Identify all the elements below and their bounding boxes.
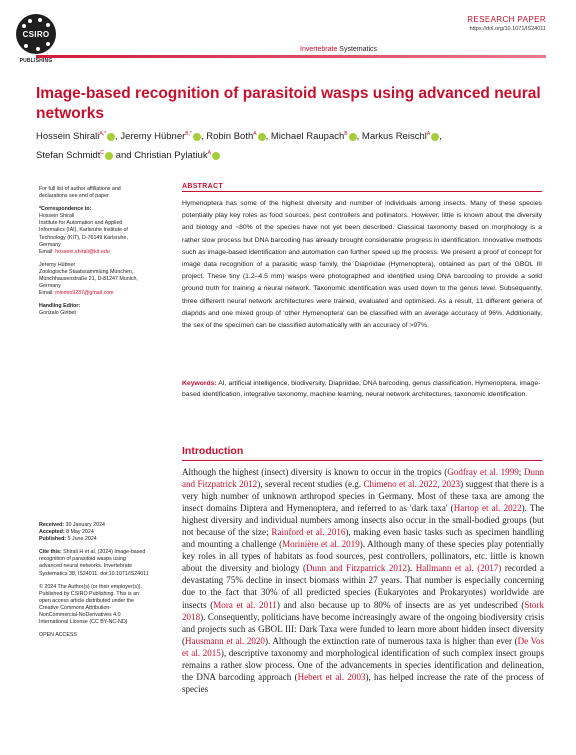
csiro-logo-mark <box>16 14 56 54</box>
open-access-label: OPEN ACCESS <box>39 632 77 639</box>
article-meta <box>467 15 546 32</box>
citation-link[interactable]: Dunn and Fitzpatrick 2012 <box>182 467 545 490</box>
orcid-icon[interactable] <box>258 133 266 141</box>
doi-link[interactable]: https://doi.org/10.1071/IS24011 <box>469 26 546 32</box>
copyright: © 2024 The Author(s) (or their employer(s)). Published by CSIRO Publishing. This is an open access article distributed under the Creative Commons Attribution-NonCommercial-NoDerivatives 4.0 International License (CC BY-NC-ND) <box>39 583 143 626</box>
body-text: ) suggest that there is a very high number of unknown arthropod species in Germany. Most of these taxa are among the insect domains Diptera and Hymenoptera, and referred to as 'dark taxa' ( <box>182 479 544 514</box>
abstract-divider <box>182 191 542 192</box>
abstract-heading: ABSTRACT <box>182 183 223 190</box>
author-name[interactable]: Christian Pylatiuk <box>134 150 208 162</box>
orcid-icon[interactable] <box>431 133 439 141</box>
orcid-icon[interactable] <box>193 133 201 141</box>
citation-link[interactable]: Hausmann et al. 2020 <box>185 635 265 646</box>
email-link[interactable]: miomio9237@gmail.com <box>55 290 114 297</box>
citation-link[interactable]: Hallmann et al. (2017) <box>415 563 502 574</box>
article-type: RESEARCH PAPER <box>467 15 546 24</box>
affiliation-marker: B <box>344 131 348 137</box>
author-name[interactable]: Jeremy Hübner <box>120 131 186 143</box>
orcid-icon[interactable] <box>212 152 220 160</box>
publisher-label: PUBLISHING <box>19 58 53 64</box>
orcid-icon[interactable] <box>107 133 115 141</box>
author-list <box>36 126 536 164</box>
body-text: ), several recent studies (e.g. <box>257 479 364 490</box>
correspondence-block: *Correspondence to: Hossein Shirali Institute for Automation and Applied Informatics (IAI), Karlsruhe Institute of Technology (KIT), D-76149 Karlsruhe, Germany Email: hossein.shirali@kit.edu <box>39 206 128 255</box>
body-text: ). Consequently, politicians have become increasingly aware of the ongoing biodiversity crisis and projects such as GBOL III: Dark Taxa were funded to learn more about hidden insect diversity ( <box>182 611 544 646</box>
body-text: ), making even basic tasks such as specimen handling and mounting a challenge ( <box>182 527 544 550</box>
sidebar-dates <box>39 522 149 645</box>
introduction-body <box>182 466 544 695</box>
paper-title: Image-based recognition of parasitoid wasps using advanced neural networks <box>36 85 541 122</box>
keywords: Keywords: AI, artificial intelligence, biodiversity, Diapriidae, DNA barcoding, genus classification, Hymenoptera, image-based identification, integrative taxonomy, machine learning, neural network architectures, taxonomic identification. <box>182 380 541 398</box>
affiliation-marker: B,* <box>185 131 192 137</box>
body-text: ). <box>406 563 416 574</box>
csiro-logo-text: CSIRO <box>22 30 50 39</box>
body-text: ; <box>518 467 524 477</box>
author-name[interactable]: Michael Raupach <box>270 131 345 143</box>
citation-link[interactable]: Rainford et al. 2016 <box>271 527 346 538</box>
dates-block: Received: 30 January 2024 Accepted: 8 May 2024 Published: 5 June 2024 <box>39 522 105 543</box>
author-name[interactable]: Markus Reischl <box>361 131 427 143</box>
affiliation-marker: A <box>253 131 257 137</box>
body-text: ). Although many of these species play potentially key roles in all types of habitats as food sources, pest controllers, pollinators, etc. little is known about the diversity and biology ( <box>182 539 545 574</box>
affiliation-marker: A,* <box>99 131 107 137</box>
author-line-2: Stefan Schmidt$^C$ and Christian Pylatiuk$^A$ <box>36 145 536 164</box>
body-text: recorded a devastating 75% decline in insect biomass within 27 years. That number is especially concerning due to the fact that 30% of all predicted species (Eukaryotes and Prokaryotes) worldwide are insects ( <box>182 563 544 610</box>
citation-link[interactable]: Mora et al. 2011 <box>213 599 277 610</box>
sidebar-info <box>39 186 144 324</box>
author-name[interactable]: Stefan Schmidt <box>36 150 101 162</box>
body-text: Although the highest (insect) diversity is known to occur in the tropics ( <box>182 467 448 477</box>
orcid-icon[interactable] <box>105 152 113 160</box>
citation-link[interactable]: Hebert et al. 2003 <box>297 671 366 682</box>
citation-link[interactable]: Dunn and Fitzpatrick 2012 <box>306 563 407 574</box>
author-name[interactable]: Hossein Shirali <box>36 131 100 143</box>
body-text: ). Although the extinction rate of numerous taxa is higher than ever ( <box>264 635 518 646</box>
citation-link[interactable]: Godfray et al. 1999 <box>447 467 519 477</box>
citation-link[interactable]: De Vos et al. 2015 <box>182 635 544 658</box>
journal-name: Invertebrate Systematics <box>300 46 378 53</box>
handling-editor: Handling Editor: Gonzalo Giribet <box>39 303 81 317</box>
affiliation-marker: C <box>100 150 105 157</box>
body-text: ). The highest diversity and individual numbers among insects also occur in the small-bodied groups (but not because of the size; <box>182 503 544 538</box>
citation-link[interactable]: Stork 2018 <box>182 599 544 622</box>
body-text: ), has helped increase the rate of the process of species <box>182 671 544 694</box>
citation-link[interactable]: Hartop et al. 2022 <box>453 503 522 514</box>
citation-link[interactable]: Morinière et al. 2019 <box>282 539 360 550</box>
citation: Cite this: Shirali H et al. (2024) Image-based recognition of parasitoid wasps using advanced neural networks. Invertebrate Systematics 38, IS24011. doi:10.1071/IS24011 <box>39 549 149 577</box>
body-text: ), descriptive taxonomy and morphological identification of such complex insect groups remains a rather slow process. One of the advancements in species identification and delineation, the DNA barcoding approach ( <box>182 647 544 682</box>
affiliation-marker: A <box>207 150 211 157</box>
abstract-text: Hymenoptera has some of the highest diversity and number of individuals among insects. Many of these species potentially play key roles as food sources, pest controllers and pollinators. However, little is known about the diversity and biology and ~80% of the species have not yet been described. Classical taxonomy based on morphology is a rather slow process but DNA barcoding has already brought considerable progress in identification. Innovative methods such as image-based identification and automation can further speed up the process. We present a proof of concept for image data recognition of a parasitic wasp family, the Diapriidae (Hymenoptera), obtained as part of the GBOL III project. These tiny (1.2–4.5 mm) wasps were photographed and identified using DNA barcoding to provide a solid ground truth for training a neural network. Taxonomic identification was used down to the genus level. Subsequently, three different neural network architectures were trained, evaluated and optimised. As a result, 11 different genera of diaprids and one mixed group of 'other Hymenoptera' can be classified with an average accuracy of 96%. Additionally, the sex of the specimen can be classified automatically with an accuracy of >97%. <box>182 200 542 330</box>
intro-divider <box>182 460 542 461</box>
correspondence-block-2: Jeremy Hübner Zoologische Staatssammlung München, Münchhausenstraße 21, D-81247 Munich, Germany Email: miomio9237@gmail.com <box>39 261 138 297</box>
affiliation-marker: A <box>426 131 431 137</box>
section-heading-introduction: Introduction <box>182 445 244 457</box>
email-link[interactable]: hossein.shirali@kit.edu <box>55 248 110 255</box>
header-divider <box>36 55 546 58</box>
author-name[interactable]: Robin Both <box>206 131 254 143</box>
author-line-1: Hossein Shirali$^{A,*}$ , Jeremy Hübner$^{B,*}$ , Robin Both$^A$ , Michael Raupach$^B$ , Markus Reischl$^A$ , <box>36 131 442 143</box>
orcid-icon[interactable] <box>349 133 357 141</box>
citation-link[interactable]: Chimeno et al. 2022, 2023 <box>363 479 461 490</box>
body-text: ) and also because up to 80% of insects are as yet undescribed ( <box>276 599 525 610</box>
affiliations-note: For full list of author affiliations and declarations see end of paper <box>39 186 121 200</box>
